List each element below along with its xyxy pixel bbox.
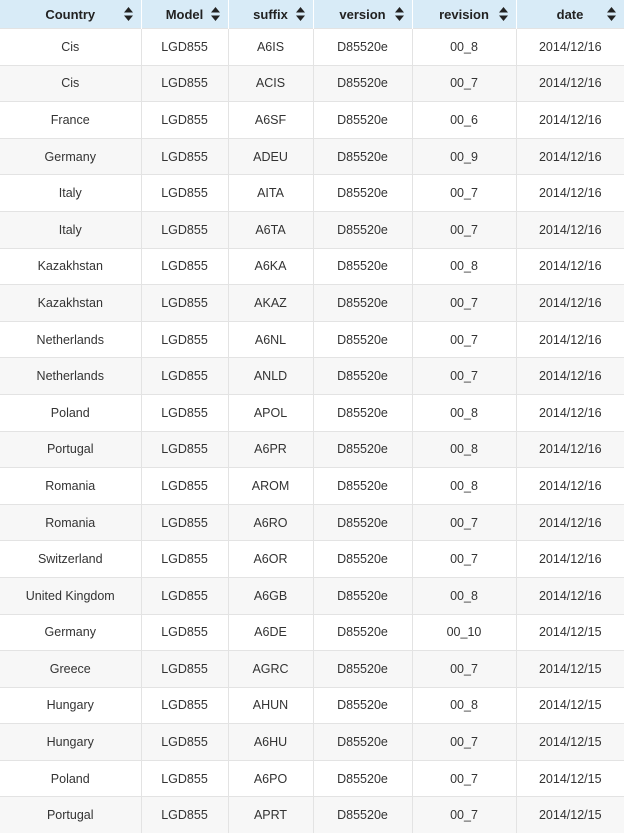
table-row [0, 724, 624, 761]
column-header-label: date [556, 6, 584, 22]
column-header-model[interactable] [141, 0, 228, 29]
table-row [0, 468, 624, 505]
cell-suffix: APRT [228, 797, 313, 833]
table-row [0, 358, 624, 395]
cell-country: Switzerland [0, 541, 141, 578]
cell-suffix: A6SF [228, 102, 313, 139]
cell-suffix: ACIS [228, 65, 313, 102]
cell-revision: 00_7 [412, 504, 516, 541]
cell-country: Kazakhstan [0, 285, 141, 322]
cell-date: 2014/12/16 [516, 285, 624, 322]
column-header-label: version [339, 6, 386, 22]
cell-country: Portugal [0, 797, 141, 833]
table-row [0, 431, 624, 468]
cell-country: United Kingdom [0, 577, 141, 614]
cell-date: 2014/12/16 [516, 504, 624, 541]
cell-model: LGD855 [141, 321, 228, 358]
cell-date: 2014/12/16 [516, 577, 624, 614]
cell-suffix: ADEU [228, 138, 313, 175]
cell-country: Portugal [0, 431, 141, 468]
cell-revision: 00_7 [412, 175, 516, 212]
cell-country: Poland [0, 760, 141, 797]
cell-suffix: A6DE [228, 614, 313, 651]
sort-icon[interactable] [499, 7, 508, 21]
cell-revision: 00_7 [412, 760, 516, 797]
cell-version: D85520e [313, 175, 412, 212]
cell-revision: 00_8 [412, 248, 516, 285]
table-row [0, 760, 624, 797]
cell-model: LGD855 [141, 102, 228, 139]
cell-date: 2014/12/16 [516, 138, 624, 175]
cell-country: Romania [0, 504, 141, 541]
cell-date: 2014/12/16 [516, 541, 624, 578]
cell-date: 2014/12/16 [516, 102, 624, 139]
cell-version: D85520e [313, 651, 412, 688]
sort-icon[interactable] [395, 7, 404, 21]
sort-icon[interactable] [211, 7, 220, 21]
cell-date: 2014/12/15 [516, 614, 624, 651]
column-header-label: Model [165, 6, 204, 22]
cell-version: D85520e [313, 358, 412, 395]
cell-country: Netherlands [0, 321, 141, 358]
cell-model: LGD855 [141, 138, 228, 175]
cell-revision: 00_7 [412, 651, 516, 688]
cell-version: D85520e [313, 431, 412, 468]
cell-revision: 00_7 [412, 358, 516, 395]
cell-model: LGD855 [141, 577, 228, 614]
cell-version: D85520e [313, 285, 412, 322]
cell-suffix: AROM [228, 468, 313, 505]
cell-model: LGD855 [141, 614, 228, 651]
cell-suffix: AHUN [228, 687, 313, 724]
cell-date: 2014/12/16 [516, 211, 624, 248]
cell-revision: 00_8 [412, 431, 516, 468]
cell-revision: 00_7 [412, 211, 516, 248]
table-row [0, 504, 624, 541]
cell-suffix: A6RO [228, 504, 313, 541]
cell-date: 2014/12/15 [516, 797, 624, 833]
cell-suffix: A6TA [228, 211, 313, 248]
column-header-label: Country [45, 6, 96, 22]
cell-model: LGD855 [141, 285, 228, 322]
cell-model: LGD855 [141, 541, 228, 578]
cell-country: Greece [0, 651, 141, 688]
cell-revision: 00_7 [412, 321, 516, 358]
cell-version: D85520e [313, 211, 412, 248]
cell-model: LGD855 [141, 651, 228, 688]
table-row [0, 65, 624, 102]
cell-country: Romania [0, 468, 141, 505]
cell-model: LGD855 [141, 504, 228, 541]
cell-suffix: A6GB [228, 577, 313, 614]
cell-model: LGD855 [141, 468, 228, 505]
cell-date: 2014/12/16 [516, 394, 624, 431]
cell-suffix: ANLD [228, 358, 313, 395]
cell-version: D85520e [313, 614, 412, 651]
cell-revision: 00_7 [412, 541, 516, 578]
table-row [0, 614, 624, 651]
table-row [0, 29, 624, 66]
cell-date: 2014/12/16 [516, 248, 624, 285]
table-row [0, 175, 624, 212]
cell-model: LGD855 [141, 358, 228, 395]
cell-version: D85520e [313, 102, 412, 139]
cell-suffix: AITA [228, 175, 313, 212]
cell-date: 2014/12/15 [516, 687, 624, 724]
cell-suffix: A6PR [228, 431, 313, 468]
cell-version: D85520e [313, 65, 412, 102]
cell-revision: 00_7 [412, 797, 516, 833]
cell-model: LGD855 [141, 248, 228, 285]
table-row [0, 248, 624, 285]
cell-suffix: APOL [228, 394, 313, 431]
cell-model: LGD855 [141, 175, 228, 212]
cell-revision: 00_6 [412, 102, 516, 139]
table-row [0, 651, 624, 688]
cell-date: 2014/12/16 [516, 65, 624, 102]
cell-date: 2014/12/16 [516, 175, 624, 212]
cell-model: LGD855 [141, 29, 228, 66]
cell-model: LGD855 [141, 431, 228, 468]
cell-version: D85520e [313, 138, 412, 175]
cell-date: 2014/12/16 [516, 29, 624, 66]
column-header-suffix[interactable] [228, 0, 313, 29]
header-row [0, 0, 624, 29]
cell-version: D85520e [313, 577, 412, 614]
cell-revision: 00_8 [412, 394, 516, 431]
cell-version: D85520e [313, 797, 412, 833]
cell-country: Hungary [0, 724, 141, 761]
cell-version: D85520e [313, 760, 412, 797]
cell-country: Italy [0, 175, 141, 212]
cell-suffix: A6IS [228, 29, 313, 66]
cell-model: LGD855 [141, 211, 228, 248]
sort-icon[interactable] [296, 7, 305, 21]
cell-model: LGD855 [141, 760, 228, 797]
cell-version: D85520e [313, 468, 412, 505]
cell-country: Hungary [0, 687, 141, 724]
cell-suffix: A6NL [228, 321, 313, 358]
cell-model: LGD855 [141, 687, 228, 724]
cell-revision: 00_7 [412, 285, 516, 322]
cell-date: 2014/12/16 [516, 358, 624, 395]
column-header-country[interactable] [0, 0, 141, 29]
cell-revision: 00_8 [412, 468, 516, 505]
table-body [0, 29, 624, 834]
cell-model: LGD855 [141, 797, 228, 833]
cell-date: 2014/12/16 [516, 321, 624, 358]
cell-country: Kazakhstan [0, 248, 141, 285]
cell-version: D85520e [313, 248, 412, 285]
cell-suffix: A6HU [228, 724, 313, 761]
table-row [0, 797, 624, 833]
cell-date: 2014/12/15 [516, 651, 624, 688]
cell-model: LGD855 [141, 724, 228, 761]
cell-version: D85520e [313, 321, 412, 358]
table-row [0, 211, 624, 248]
cell-model: LGD855 [141, 394, 228, 431]
cell-revision: 00_8 [412, 687, 516, 724]
table-row [0, 102, 624, 139]
table-row [0, 394, 624, 431]
table-row [0, 577, 624, 614]
cell-country: Cis [0, 29, 141, 66]
cell-revision: 00_9 [412, 138, 516, 175]
cell-suffix: AKAZ [228, 285, 313, 322]
cell-date: 2014/12/16 [516, 468, 624, 505]
cell-suffix: AGRC [228, 651, 313, 688]
cell-version: D85520e [313, 687, 412, 724]
column-header-version[interactable] [313, 0, 412, 29]
cell-country: Germany [0, 614, 141, 651]
cell-date: 2014/12/16 [516, 431, 624, 468]
cell-revision: 00_8 [412, 577, 516, 614]
column-header-date[interactable] [516, 0, 624, 29]
cell-model: LGD855 [141, 65, 228, 102]
cell-version: D85520e [313, 724, 412, 761]
column-header-label: suffix [253, 6, 288, 22]
column-header-label: revision [439, 6, 489, 22]
sort-icon[interactable] [124, 7, 133, 21]
table-row [0, 541, 624, 578]
cell-country: Cis [0, 65, 141, 102]
table-header [0, 0, 624, 29]
cell-suffix: A6KA [228, 248, 313, 285]
cell-country: France [0, 102, 141, 139]
cell-revision: 00_10 [412, 614, 516, 651]
cell-suffix: A6PO [228, 760, 313, 797]
cell-revision: 00_7 [412, 65, 516, 102]
table-row [0, 285, 624, 322]
cell-version: D85520e [313, 541, 412, 578]
cell-country: Poland [0, 394, 141, 431]
cell-date: 2014/12/15 [516, 760, 624, 797]
sort-icon[interactable] [607, 7, 616, 21]
column-header-revision[interactable] [412, 0, 516, 29]
cell-revision: 00_8 [412, 29, 516, 66]
cell-country: Italy [0, 211, 141, 248]
table-row [0, 687, 624, 724]
cell-date: 2014/12/15 [516, 724, 624, 761]
cell-country: Netherlands [0, 358, 141, 395]
cell-version: D85520e [313, 394, 412, 431]
cell-version: D85520e [313, 504, 412, 541]
table-row [0, 321, 624, 358]
cell-version: D85520e [313, 29, 412, 66]
cell-country: Germany [0, 138, 141, 175]
cell-revision: 00_7 [412, 724, 516, 761]
cell-suffix: A6OR [228, 541, 313, 578]
table-row [0, 138, 624, 175]
